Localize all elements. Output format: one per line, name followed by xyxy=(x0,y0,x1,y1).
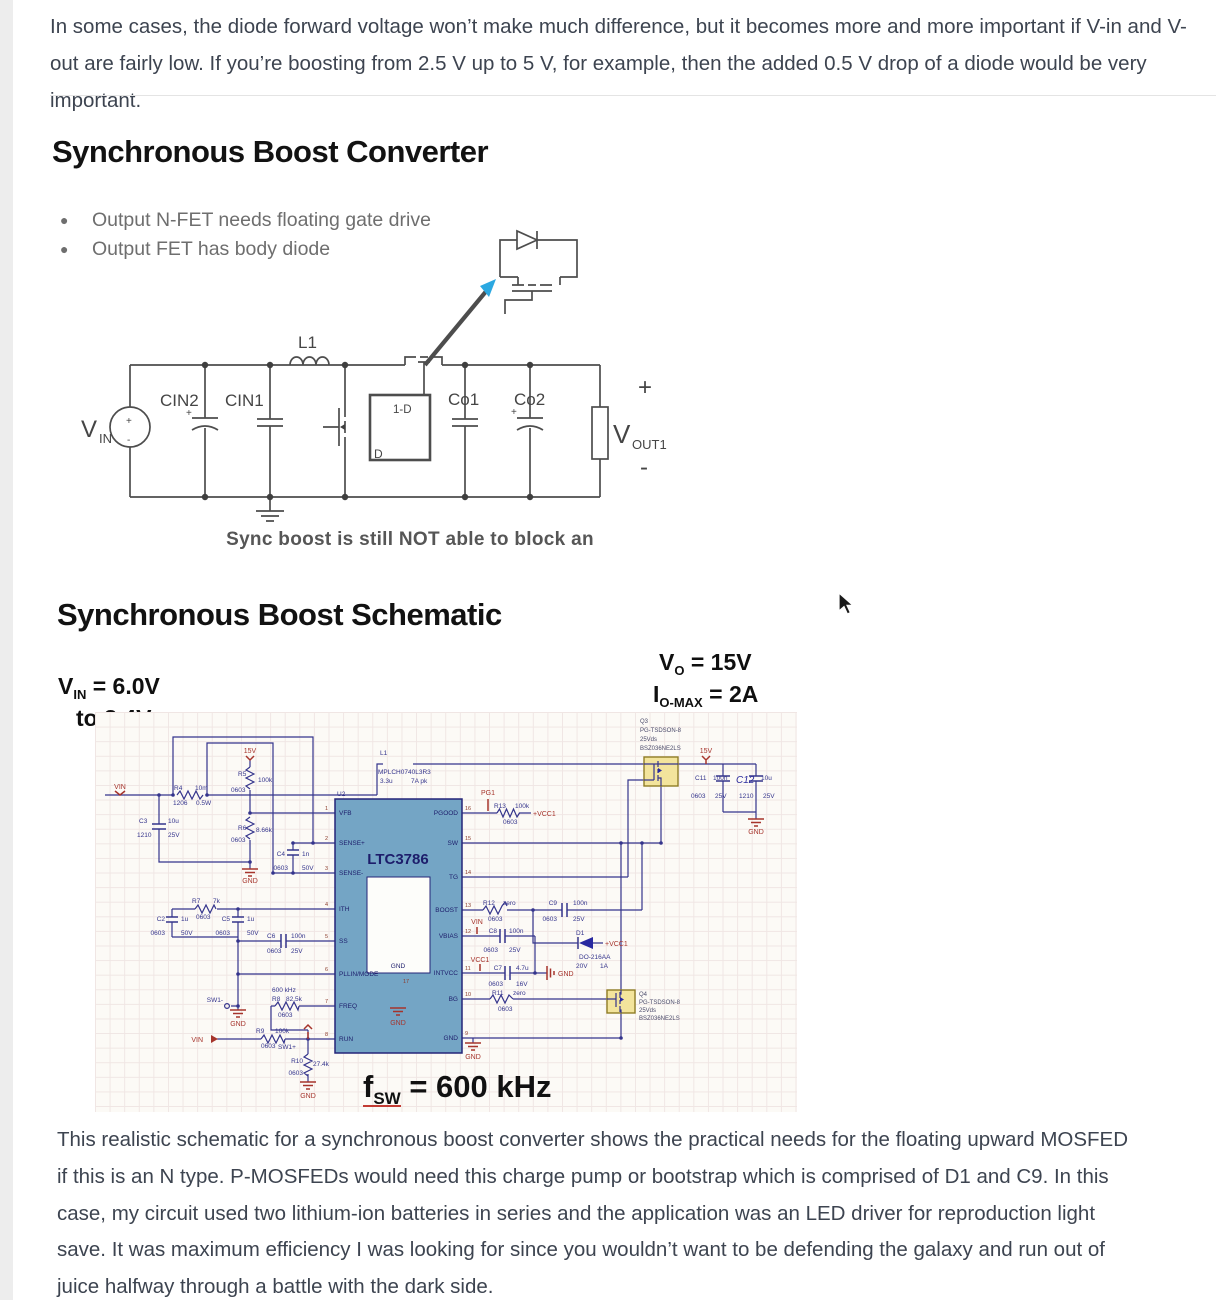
label: 8.66k xyxy=(256,827,272,834)
label: 1u xyxy=(181,916,189,923)
cin1-label: CIN1 xyxy=(225,391,264,410)
net-15v: 15V xyxy=(243,748,257,755)
label: C6 xyxy=(267,933,276,940)
co2-label: Co2 xyxy=(514,390,546,409)
pin-number: 13 xyxy=(465,903,472,909)
label: 16V xyxy=(516,981,528,988)
bullet-text: Output FET has body diode xyxy=(92,237,331,260)
q4-part: BSZ036NE2LS xyxy=(639,1016,680,1022)
label: C9 xyxy=(548,900,557,907)
label: MPLCH0740L3R3 xyxy=(378,769,431,776)
label: 25V xyxy=(291,948,303,955)
intro-paragraph: In some cases, the diode forward voltage won’t make much difference, but it becomes more and more important if V-in and V-out are fairly low. If you’re boosting from 2.5 V up to 5 V, for example, then the added 0.5 V drop of a diode would be very important. xyxy=(50,15,1187,112)
pin-number: 4 xyxy=(324,902,328,908)
figure-caption: Sync boost is still NOT able to block an xyxy=(226,529,594,550)
label: D1 xyxy=(576,930,585,937)
net-gnd: GND xyxy=(748,829,764,836)
net-gnd: GND xyxy=(230,1021,246,1028)
out-minus: - xyxy=(640,454,648,481)
net-vcc1: VCC1 xyxy=(470,957,490,964)
label: 25V xyxy=(763,793,775,800)
label: R7 xyxy=(192,898,201,905)
cin2-label: CIN2 xyxy=(160,391,199,410)
pin-label: SW xyxy=(447,840,458,847)
boost-circuit xyxy=(110,357,608,521)
label: R11 xyxy=(492,990,504,997)
label: 0603 xyxy=(691,793,706,800)
pin-label: PLLIN/MODE xyxy=(339,971,379,978)
bullet-text: Output N-FET needs floating gate drive xyxy=(92,209,431,231)
label: 4.7u xyxy=(516,965,529,972)
net-pg1: PG1 xyxy=(480,790,496,797)
annotation-fsw: $f_{SW} = 600$ kHz xyxy=(363,1069,552,1108)
u2-designator: U2 xyxy=(337,791,346,798)
label: 10m xyxy=(195,785,208,792)
label: 50V xyxy=(181,930,193,937)
vout-label: V xyxy=(613,419,631,449)
pin-label: BOOST xyxy=(435,907,458,914)
label: 1n xyxy=(302,851,310,858)
pin-label: TG xyxy=(448,874,458,881)
label: 100k xyxy=(515,803,530,810)
q4-pkg: PG-TSDSON-8 xyxy=(639,1000,681,1006)
mosfet-body-diode-inset xyxy=(500,231,577,314)
mouse-cursor-icon xyxy=(836,592,856,616)
net-vcc1: +VCC1 xyxy=(533,811,556,818)
pin-label: ITH xyxy=(339,906,350,913)
net-gnd: GND xyxy=(465,1054,481,1061)
l1-label: L1 xyxy=(298,333,317,352)
label: 0603 xyxy=(503,819,518,826)
label: 0603 xyxy=(231,837,246,844)
schematic-canvas xyxy=(95,712,797,1112)
label: 10u xyxy=(168,818,179,825)
label: 20V xyxy=(576,963,588,970)
pin-number: 3 xyxy=(324,866,328,872)
label: 50V xyxy=(302,865,314,872)
pin-label: RUN xyxy=(339,1036,354,1043)
freq-note: 600 kHz xyxy=(272,987,296,994)
label: 1u xyxy=(247,916,255,923)
pin-label: INTVCC xyxy=(433,970,458,977)
chip-gnd-label: GND xyxy=(390,963,406,970)
label: 100n xyxy=(713,775,728,782)
label: zero xyxy=(513,990,526,997)
label: C4 xyxy=(276,851,285,858)
bullet-icon: ● xyxy=(60,240,69,257)
terminal xyxy=(225,1004,230,1009)
label: DO-216AA xyxy=(579,954,611,961)
label: 100n xyxy=(573,900,588,907)
bullet-icon: ● xyxy=(60,212,69,228)
q4-ref: Q4 xyxy=(639,992,648,998)
pin-number: 2 xyxy=(324,836,328,842)
pin-number: 7 xyxy=(324,999,328,1005)
diode-d1 xyxy=(578,937,593,949)
pin-number: 11 xyxy=(465,966,471,972)
label: 25V xyxy=(509,947,521,954)
label: 0603 xyxy=(196,914,211,921)
label: 1A xyxy=(600,963,608,970)
figure-ltc3786-schematic xyxy=(55,645,800,1115)
label: 100n xyxy=(291,933,306,940)
heading-synchronous-boost-converter: Synchronous Boost Converter xyxy=(52,134,489,169)
pin-label: PGOOD xyxy=(433,810,458,817)
pin-label: VFB xyxy=(339,810,352,817)
pin-label: SENSE+ xyxy=(339,840,365,847)
label: 100k xyxy=(275,1028,290,1035)
label: R12 xyxy=(483,900,495,907)
pin-number: 14 xyxy=(465,870,472,876)
q3-ref: Q3 xyxy=(640,719,649,725)
mosfet-q3 xyxy=(640,719,682,786)
net-vin: VIN xyxy=(191,1037,203,1044)
label: 0603 xyxy=(488,916,503,923)
chip-window xyxy=(367,877,430,973)
label: 100k xyxy=(258,777,273,784)
label: 25V xyxy=(573,916,585,923)
label: 1210 xyxy=(739,793,754,800)
label: 0603 xyxy=(261,1043,276,1050)
net-sw1p: SW1+ xyxy=(278,1044,296,1051)
label: C12 xyxy=(736,775,755,786)
label: 7A pk xyxy=(411,778,428,785)
figure-simplified-boost-circuit xyxy=(55,215,715,527)
label: R5 xyxy=(238,771,247,778)
label: C8 xyxy=(488,928,497,935)
label: 0603 xyxy=(267,948,282,955)
pin-label: FREQ xyxy=(339,1003,358,1010)
vin-label: V xyxy=(81,416,98,443)
label: + xyxy=(511,407,517,418)
label: C2 xyxy=(156,916,165,923)
annotation-vin-range: to 8.4V xyxy=(76,705,152,731)
pin-label: BG xyxy=(448,996,458,1003)
label: 3.3u xyxy=(380,778,393,785)
label: 0603 xyxy=(231,787,246,794)
q3-pkg: PG-TSDSON-8 xyxy=(640,728,682,734)
net-gnd: GND xyxy=(300,1093,316,1100)
label: 10u xyxy=(761,775,772,782)
label: 25V xyxy=(715,793,727,800)
label: 82.5k xyxy=(286,996,302,1003)
label: C7 xyxy=(493,965,502,972)
label: 0603 xyxy=(488,981,503,988)
annotation-vo: $V_O = 15V$ xyxy=(659,649,752,678)
label: 27.4k xyxy=(313,1061,329,1068)
net-gnd: GND xyxy=(242,878,258,885)
label: R10 xyxy=(291,1058,303,1065)
vout-sub: OUT1 xyxy=(632,437,667,452)
label: - xyxy=(127,435,131,446)
net-vin: VIN xyxy=(114,784,126,791)
label: 0603 xyxy=(498,1006,513,1013)
pin-number: 1 xyxy=(324,806,328,812)
label: R8 xyxy=(272,996,281,1003)
pin-number: 15 xyxy=(465,836,472,842)
label: 100n xyxy=(509,928,524,935)
fet-label: D xyxy=(374,447,383,461)
heading-synchronous-boost-schematic: Synchronous Boost Schematic xyxy=(57,597,502,632)
label: 1206 xyxy=(173,800,188,807)
pin-number: 8 xyxy=(324,1032,328,1038)
label: 25V xyxy=(168,832,180,839)
label: R13 xyxy=(494,803,506,810)
out-plus: + xyxy=(638,374,653,401)
pin-label: GND xyxy=(443,1035,458,1042)
pin-number: 6 xyxy=(324,967,328,973)
callout-arrow xyxy=(425,279,496,365)
co1-label: Co1 xyxy=(448,390,480,409)
net-vcc1: +VCC1 xyxy=(605,941,628,948)
label: L1 xyxy=(380,750,388,757)
mosfet-q4 xyxy=(607,990,681,1022)
section-divider xyxy=(50,95,1216,96)
label: C5 xyxy=(221,916,230,923)
label: 50V xyxy=(247,930,259,937)
net-gnd: GND xyxy=(390,1020,406,1027)
label: 0603 xyxy=(542,916,557,923)
vin-sub: IN xyxy=(99,431,112,446)
label: 7k xyxy=(213,898,220,905)
label: R9 xyxy=(256,1028,265,1035)
label: 0.5W xyxy=(196,800,212,807)
pin-label: SENSE- xyxy=(339,870,364,877)
label: 1210 xyxy=(137,832,152,839)
box-label: 1-D xyxy=(393,404,412,416)
q3-vds: 25Vds xyxy=(640,737,658,743)
label: zero xyxy=(503,900,516,907)
label: 0603 xyxy=(483,947,498,954)
label: 0603 xyxy=(288,1070,303,1077)
pin-number: 5 xyxy=(324,934,328,940)
net-15v: 15V xyxy=(699,748,713,755)
label: R4 xyxy=(174,785,183,792)
label: + xyxy=(126,416,132,427)
bottom-paragraph: This realistic schematic for a synchronous boost converter shows the practical needs for the floating upward MOSFED if this is an N type. P-MOSFEDs would need this charge pump or bootstrap which is comprised of D1 and C9. In this case, my circuit used two lithium-ion batteries in series and the application was an LED driver for reproduction light save. It was maximum efficiency I was looking for since you wouldn’t want to be defending the galaxy and run out of juice halfway through a battle with the dark side. xyxy=(57,1128,1129,1299)
pin-number: 10 xyxy=(465,992,472,998)
label: C11 xyxy=(695,775,707,782)
net-sw1m: SW1- xyxy=(206,997,223,1004)
left-gutter xyxy=(0,0,13,1300)
label: 0603 xyxy=(273,865,288,872)
pin-number: 9 xyxy=(465,1031,469,1037)
label: C3 xyxy=(139,818,148,825)
annotation-iomax: $I_{O-MAX} = 2A$ xyxy=(653,681,759,710)
label: 0603 xyxy=(150,930,165,937)
annotation-vin: $V_{IN} = 6.0V$ xyxy=(58,673,160,702)
label: R6 xyxy=(238,825,247,832)
chip-name: LTC3786 xyxy=(367,851,429,868)
pad-number: 17 xyxy=(403,979,410,985)
net-vin: VIN xyxy=(471,919,483,926)
label: + xyxy=(186,408,192,419)
net-gnd: GND xyxy=(558,971,574,978)
q4-vds: 25Vds xyxy=(639,1008,657,1014)
pin-number: 16 xyxy=(465,806,472,812)
label: 0603 xyxy=(215,930,230,937)
pin-label: VBIAS xyxy=(438,933,458,940)
label: 0603 xyxy=(278,1012,293,1019)
q3-part: BSZ036NE2LS xyxy=(640,746,681,752)
pin-number: 12 xyxy=(465,929,472,935)
pin-label: SS xyxy=(339,938,348,945)
